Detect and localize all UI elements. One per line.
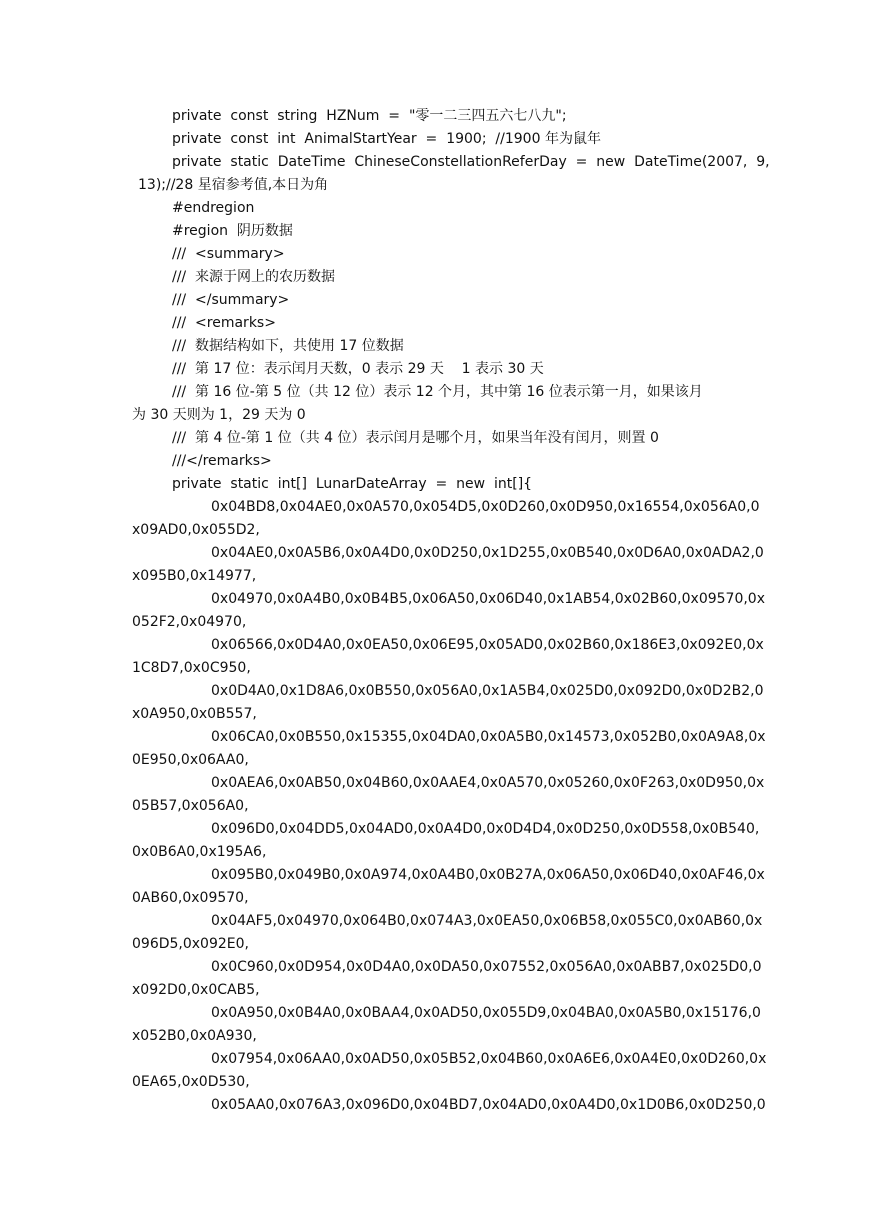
array-line: 0x096D0,0x04DD5,0x04AD0,0x0A4D0,0x0D4D4,0x0D250,0x0D558,0x0B540, (211, 821, 760, 837)
array-line: 0x0AEA6,0x0AB50,0x04B60,0x0AAE4,0x0A570,0x05260,0x0F263,0x0D950,0x (211, 775, 765, 791)
array-line: 0x095B0,0x049B0,0x0A974,0x0A4B0,0x0B27A,0x06A50,0x06D40,0x0AF46,0x (211, 867, 765, 883)
code-line-wrap: 13);//28 星宿参考值,本日为角 (138, 177, 329, 193)
code-line: /// 数据结构如下，共使用 17 位数据 (172, 338, 404, 354)
code-line: /// 第 17 位：表示闰月天数，0 表示 29 天 1 表示 30 天 (172, 361, 544, 377)
array-line-wrap: 0AB60,0x09570, (132, 890, 249, 906)
code-line: /// </summary> (172, 292, 290, 308)
array-line-wrap: x09AD0,0x055D2, (132, 522, 260, 538)
array-line: 0x05AA0,0x076A3,0x096D0,0x04BD7,0x04AD0,0x0A4D0,0x1D0B6,0x0D250,0 (211, 1097, 766, 1113)
array-line: 0x04BD8,0x04AE0,0x0A570,0x054D5,0x0D260,0x0D950,0x16554,0x056A0,0 (211, 499, 760, 515)
code-line: private const int AnimalStartYear = 1900; //1900 年为鼠年 (172, 131, 601, 147)
array-line-wrap: 05B57,0x056A0, (132, 798, 249, 814)
code-line: /// <summary> (172, 246, 285, 262)
array-line-wrap: 0EA65,0x0D530, (132, 1074, 250, 1090)
array-line-wrap: x095B0,0x14977, (132, 568, 257, 584)
array-line: 0x0A950,0x0B4A0,0x0BAA4,0x0AD50,0x055D9,0x04BA0,0x0A5B0,0x15176,0 (211, 1005, 761, 1021)
code-line: /// 第 4 位-第 1 位（共 4 位）表示闰月是哪个月，如果当年没有闰月，则置 0 (172, 430, 659, 446)
array-line-wrap: x0A950,0x0B557, (132, 706, 257, 722)
array-line-wrap: 0x0B6A0,0x195A6, (132, 844, 267, 860)
code-line: /// <remarks> (172, 315, 276, 331)
array-line-wrap: 096D5,0x092E0, (132, 936, 249, 952)
array-line: 0x04AF5,0x04970,0x064B0,0x074A3,0x0EA50,0x06B58,0x055C0,0x0AB60,0x (211, 913, 763, 929)
code-line-wrap: 为 30 天则为 1，29 天为 0 (132, 407, 306, 423)
code-line: private static DateTime ChineseConstellationReferDay = new DateTime(2007, 9, (172, 154, 770, 170)
array-line: 0x07954,0x06AA0,0x0AD50,0x05B52,0x04B60,0x0A6E6,0x0A4E0,0x0D260,0x (211, 1051, 767, 1067)
array-line: 0x06566,0x0D4A0,0x0EA50,0x06E95,0x05AD0,0x02B60,0x186E3,0x092E0,0x (211, 637, 764, 653)
array-line-wrap: 0E950,0x06AA0, (132, 752, 249, 768)
code-line: ///</remarks> (172, 453, 272, 469)
code-line: private static int[] LunarDateArray = new int[]{ (172, 476, 533, 492)
array-line: 0x04970,0x0A4B0,0x0B4B5,0x06A50,0x06D40,0x1AB54,0x02B60,0x09570,0x (211, 591, 765, 607)
array-line-wrap: x092D0,0x0CAB5, (132, 982, 260, 998)
array-line: 0x06CA0,0x0B550,0x15355,0x04DA0,0x0A5B0,0x14573,0x052B0,0x0A9A8,0x (211, 729, 766, 745)
array-line-wrap: 052F2,0x04970, (132, 614, 247, 630)
array-line: 0x04AE0,0x0A5B6,0x0A4D0,0x0D250,0x1D255,0x0B540,0x0D6A0,0x0ADA2,0 (211, 545, 764, 561)
code-line: private const string HZNum = "零一二三四五六七八九"; (172, 108, 567, 124)
code-line: #region 阴历数据 (172, 223, 293, 239)
code-line: #endregion (172, 200, 255, 216)
array-line: 0x0D4A0,0x1D8A6,0x0B550,0x056A0,0x1A5B4,0x025D0,0x092D0,0x0D2B2,0 (211, 683, 764, 699)
code-line: /// 第 16 位-第 5 位（共 12 位）表示 12 个月，其中第 16 位表示第一月，如果该月 (172, 384, 703, 400)
array-line-wrap: 1C8D7,0x0C950, (132, 660, 251, 676)
array-line-wrap: x052B0,0x0A930, (132, 1028, 257, 1044)
code-line: /// 来源于网上的农历数据 (172, 269, 336, 285)
array-line: 0x0C960,0x0D954,0x0D4A0,0x0DA50,0x07552,0x056A0,0x0ABB7,0x025D0,0 (211, 959, 762, 975)
